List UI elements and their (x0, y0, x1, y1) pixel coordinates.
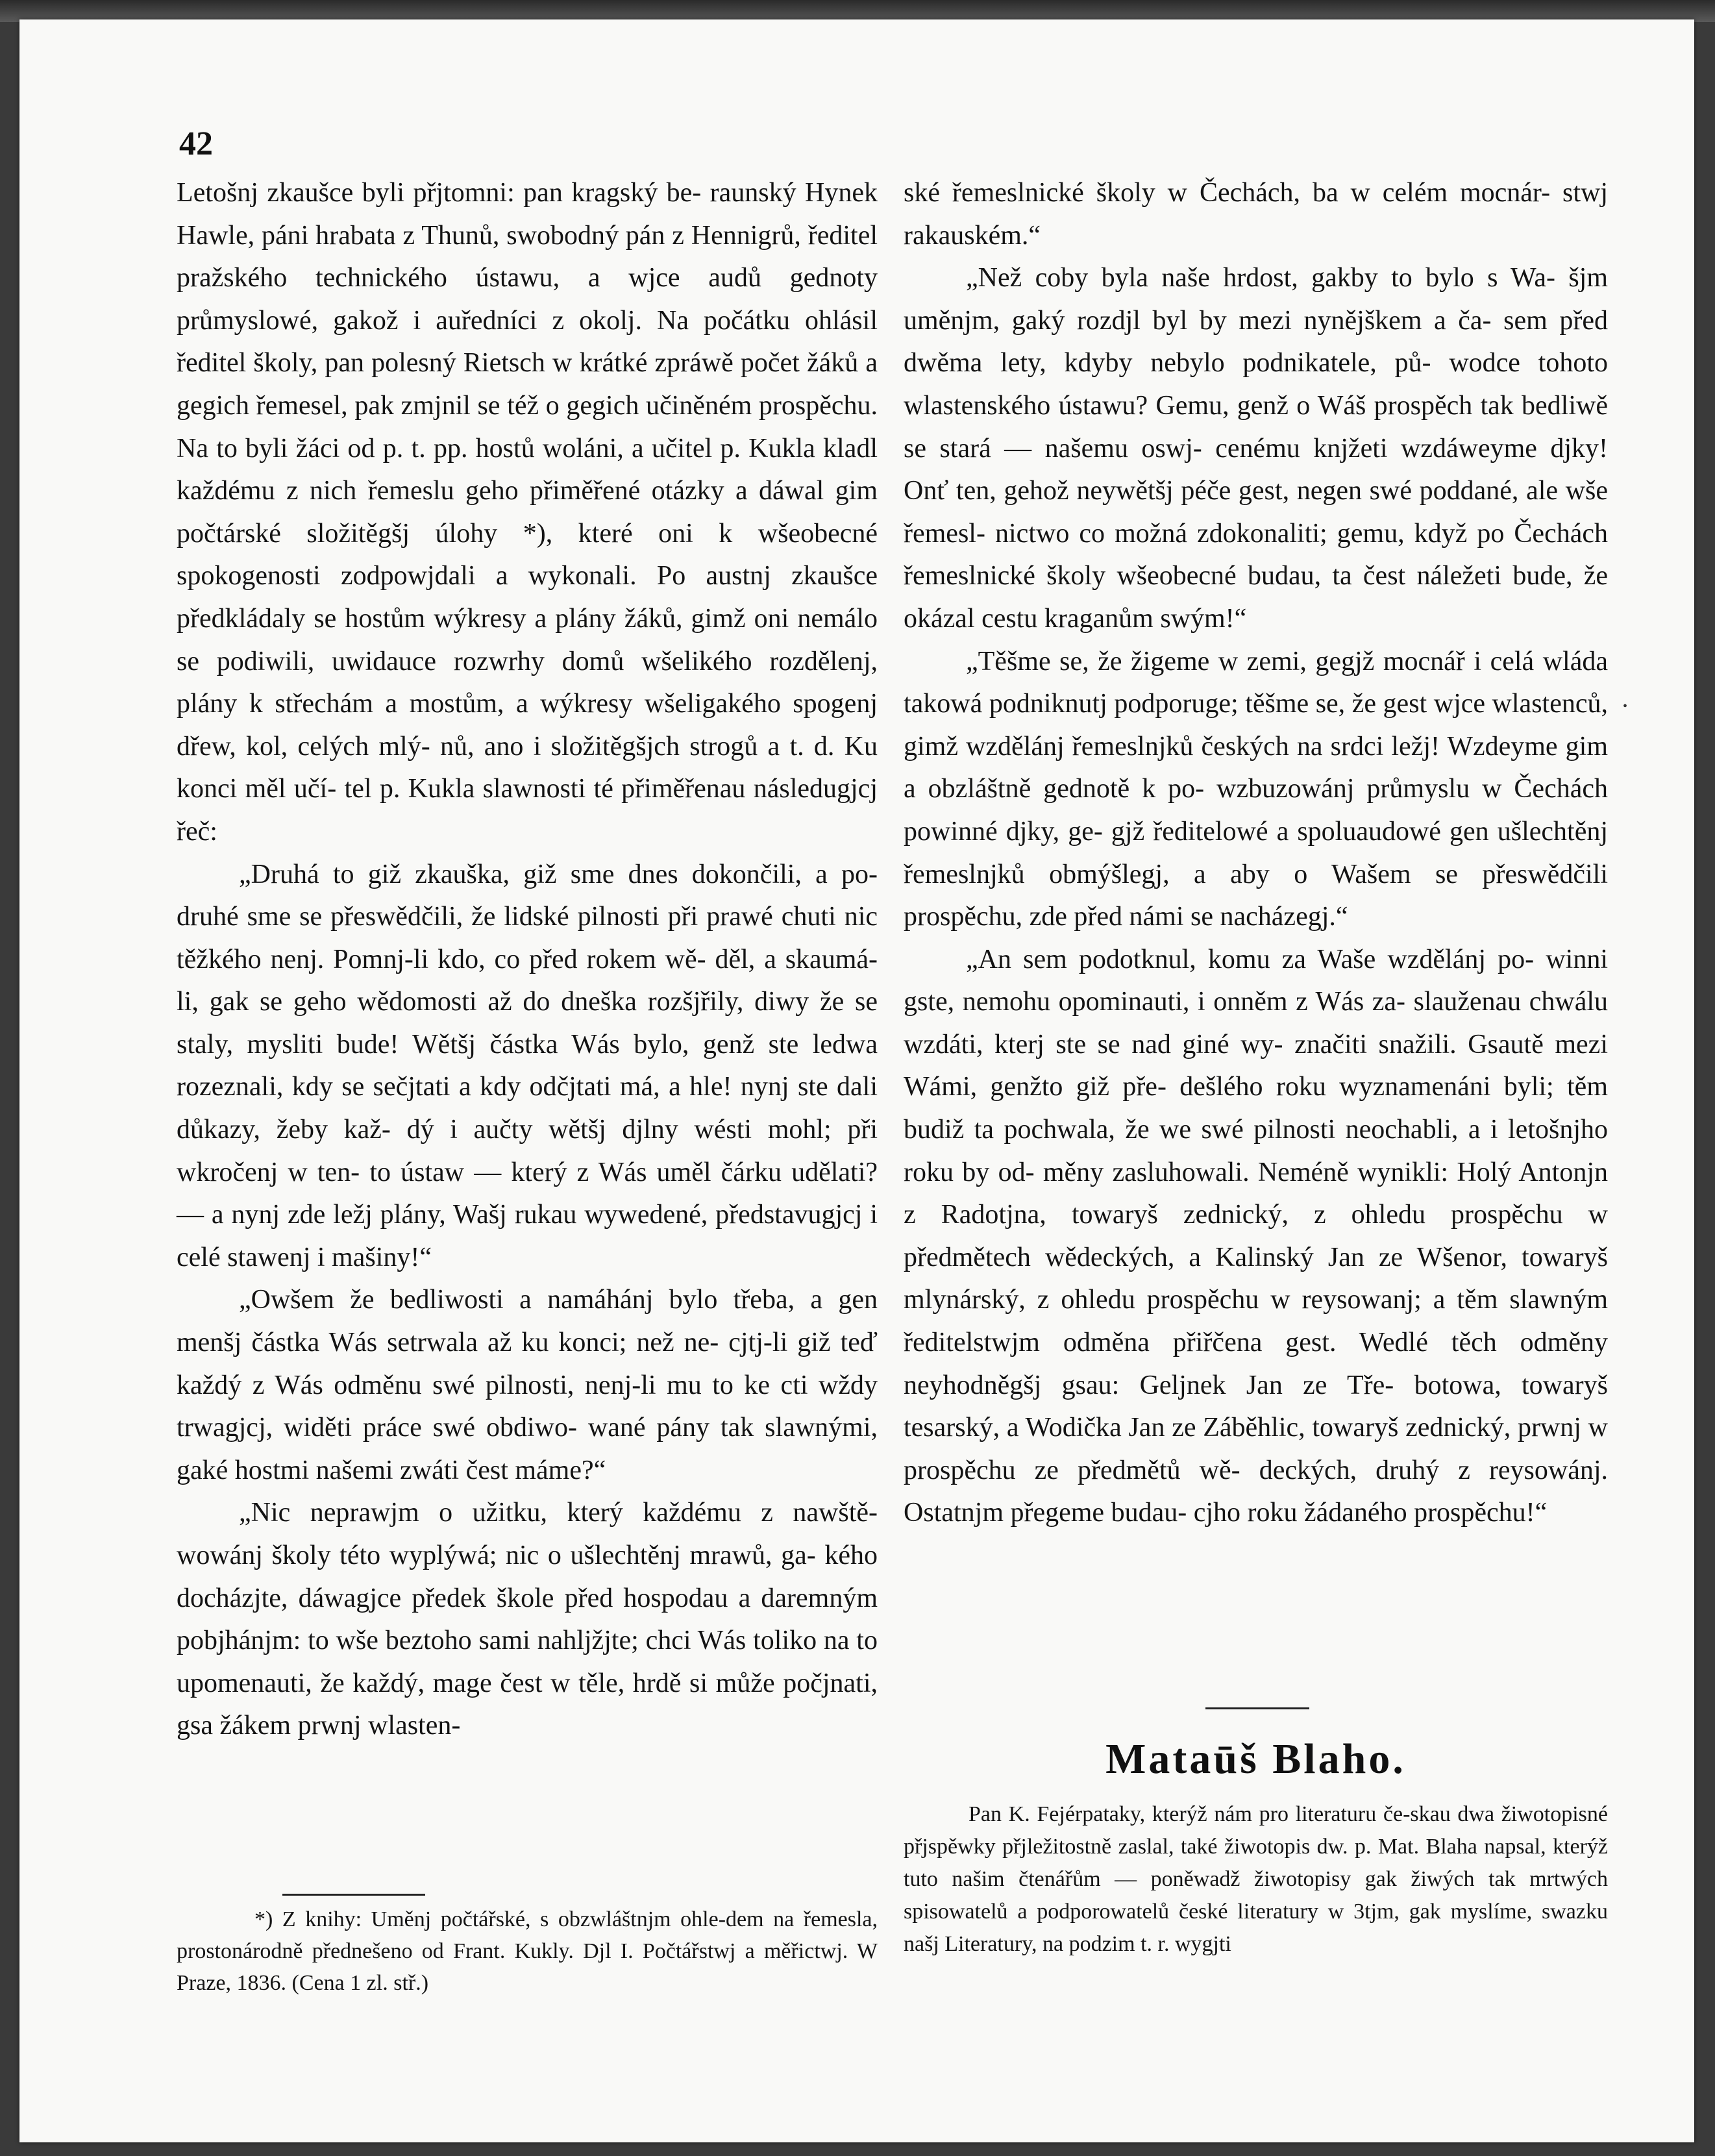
text-line: celá wláda takowá podniknutj podporuge; těšme se, že (904, 646, 1608, 719)
text-line: nů, ano i složitěgšjch strogů a t. d. Ku konci měl učí- (177, 731, 878, 804)
text-line: „Owšem že bedliwosti a namáhánj bylo třeba, a (239, 1285, 823, 1315)
text-line: a dáwal gim počtárské složitěgšj úlohy *), které oni (177, 476, 878, 549)
text-line: mu to ke cti wždy trwagjcj, widěti práce swé obdiwo- (177, 1370, 878, 1443)
section-paragraph: Pan K. Fejérpataky, kterýž nám pro literaturu če-skau dwa žiwotopisné přjspěwky přjležitostně zaslal, také žiwotopis dw. p. Mat. Blaha napsal, kterýž tuto našim čtenářům — poněwadž žiwotopisy gak žiwých tak mrtwých spisowatelů a podporowatelů české literatury w 3tjm, gak myslíme, swazku našj Literatury, na podzim t. r. wygjti (904, 1802, 1608, 1956)
text-line: cjtj-li giž teď každý z Wás odměnu swé pilnosti, nenj-li (177, 1328, 878, 1400)
text-line: bude, že okázal cestu kraganům swým!“ (904, 561, 1608, 634)
text-line: těm slawným ředitelstwjm odměna přiřčena gest. Wedlé (904, 1285, 1608, 1358)
scan-top-edge (0, 0, 1715, 22)
text-line: tel p. Kukla slawnosti té přiměřenau následugjcj řeč: (177, 774, 878, 847)
text-line: těch odměny neyhodněgšj gsau: Geljnek Jan ze Tře- (904, 1328, 1608, 1400)
section-body (904, 1798, 1608, 1961)
text-line: ské řemeslnické školy w Čechách, ba w celém mocnár- (904, 178, 1551, 208)
text-line: žáků, gimž oni nemálo se podiwili, uwidauce rozwrhy (177, 603, 878, 676)
text-line: pán z Hennigrů, ředitel pražského technického ústawu, (177, 220, 878, 293)
text-line: wowánj školy této wyplýwá; nic o ušlechtěnj mrawů, ga- (177, 1541, 816, 1570)
text-line: Rietsch w krátké zpráwě počet žáků a gegich řemesel, (177, 348, 878, 421)
text-line: stwj rakauském.“ (904, 178, 1609, 251)
text-line: že we swé pilnosti neochabli, a i letošnjho roku by od- (904, 1115, 1609, 1187)
text-line: z Radotjna, towaryš zednický, z ohledu prospěchu w (904, 1200, 1608, 1230)
text-line: zde před námi se nacházegj.“ (1029, 902, 1348, 932)
text-line: řemeslnické školy wšeobecné budau, ta čest náležeti (904, 561, 1502, 591)
text-line: wzbuzowánj průmyslu w Čechách powinné djky, ge- (904, 774, 1608, 847)
text-line: daremným pobjhánjm: to wše beztoho sami nahljžjte; chci (177, 1583, 878, 1656)
text-line: z okolj. Na počátku ohlásil ředitel školy, pan polesný (177, 305, 878, 378)
text-line: „An sem podotknul, komu za Waše wzdělánj po- (966, 944, 1535, 974)
text-line: deckých, druhý z reysowánj. Ostatnjm přegeme budau- (904, 1455, 1609, 1528)
text-line: sem před dwěma lety, kdyby nebylo podnikatele, pů- (904, 305, 1608, 378)
paragraph (904, 939, 1608, 1535)
text-line: pak zmjnil se též o gegich učiněném prospěchu. Na (177, 390, 878, 464)
text-line: zde ležj plány, Wašj rukau wywedené, představugjcj i (287, 1200, 878, 1230)
text-line: nic těžkého nenj. Pomnj-li kdo, co před rokem wě- (177, 902, 878, 974)
text-line: druhé sme se přeswědčili, že lidské pilnosti při prawé chuti (177, 902, 836, 932)
paragraph (177, 854, 878, 1280)
text-line: Wáš prospěch tak bedliwě se stará — našemu oswj- (904, 390, 1608, 464)
text-line: obmýšlegj, a aby o Wašem se přeswědčili prospěchu, (904, 859, 1608, 932)
section-title: Mataūš Blaho. (1105, 1735, 1406, 1783)
text-line: gjž ředitelowé a spoluaudowé gen ušlechtěnj řemeslnjků (904, 816, 1609, 889)
text-line: cenému knjžeti wzdáweyme djky! Onť ten, gehož (904, 433, 1609, 506)
text-line: těle, hrdě si může počjnati, gsa žákem prwnj wlasten- (177, 1668, 878, 1741)
text-line: dešlého roku wyznamenáni byli; těm budiž ta pochwala, (904, 1072, 1608, 1145)
text-line: na srdci ležj! Wzdeyme gim a obzláštně gednotě k po- (904, 731, 1609, 804)
paragraph (904, 172, 1608, 257)
text-line: austnj zkaušce předkládaly se hostům wýkresy a plány (177, 561, 878, 634)
stray-mark: • (1623, 699, 1628, 713)
paragraph (177, 1279, 878, 1492)
text-line: Wás toliko na to upomenauti, že každý, mage čest w (177, 1626, 878, 1698)
text-line: šjm uměnjm, gaký rozdjl byl by mezi nynějškem a ča- (904, 263, 1609, 336)
text-line: nictwo co možná zdokonaliti; gemu, když po Čechách (995, 518, 1608, 549)
text-line: předmětech wědeckých, a Kalinský Jan ze Wšenor, (904, 1242, 1507, 1272)
text-line: kdy odčjtati má, a hle! nynj ste dali důkazy, žeby kaž- (177, 1072, 878, 1145)
text-line: k wšeobecné spokogenosti zodpowjdali a wykonali. Po (177, 518, 878, 591)
paragraph (904, 257, 1608, 640)
text-line: gest wjce wlastenců, gimž wzdělánj řemeslnjků českých (904, 689, 1608, 762)
text-line: gen menšj částka Wás setrwala až ku konci; než ne- (177, 1285, 878, 1358)
page-number: 42 (179, 125, 213, 162)
text-line: botowa, towaryš tesarský, a Wodička Jan ze Záběhlic, (904, 1370, 1608, 1443)
text-line: celé stawenj i mašiny!“ (177, 1242, 432, 1272)
text-line: měny zasluhowali. Neméně wynikli: Holý Antonjn (1043, 1157, 1609, 1187)
paragraph (177, 172, 878, 854)
text-line: to ústaw — který z Wás uměl čárku udělati? — a nynj (177, 1157, 878, 1230)
text-line: a wýkresy wšeligakého spogenj dřew, kol, celých mlý- (177, 689, 878, 762)
text-line: čest máme?“ (465, 1455, 606, 1485)
footnote: *) Z knihy: Uměnj počtářské, s obzwláštnjm ohle-dem na řemesla, prostonárodně přednešeno od Frant. Kukly. Djl I. Počtářstwj a měřictwj. W Praze, 1836. (Cena 1 zl. stř.) (177, 1907, 878, 1995)
text-line: slauženau chwálu wzdáti, kterj ste se nad giné wy- (904, 987, 1609, 1059)
paragraph (177, 1492, 878, 1748)
text-line: Letošnj zkaušce byli přjtomni: pan kragský be- (177, 178, 702, 208)
text-line: dý i aučty wětšj djlny wésti mohl; při wkročenj w ten- (177, 1115, 878, 1187)
text-line: a wjce audů gednoty průmyslowé, gakož i auředníci (177, 263, 878, 336)
text-line: rozšjřily, diwy že se staly, mysliti bude! Wětšj částka (177, 987, 878, 1059)
text-line: Wás bylo, genž ste ledwa rozeznali, kdy se sečjtati a (177, 1029, 878, 1102)
text-line: towaryš mlynárský, z ohledu prospěchu w reysowanj; a (904, 1242, 1609, 1315)
section-separator (1205, 1707, 1309, 1709)
text-line: „Těšme se, že žigeme w zemi, gegjž mocnář i (966, 646, 1482, 676)
text-line: „Než coby byla naše hrdost, gakby to bylo s Wa- (966, 263, 1555, 293)
text-line: neywětšj péče gest, negen swé poddané, ale wše řemesl- (904, 476, 1609, 549)
text-line: wodce tohoto wlastenského ústawu? Gemu, genž o (904, 348, 1609, 421)
left-column (177, 172, 878, 1748)
footnote-separator (282, 1894, 425, 1896)
text-line: cjho roku žádaného prospěchu!“ (1193, 1498, 1548, 1528)
text-line: kého docházjte, dáwagjce předek škole před hospodau a (177, 1541, 878, 1613)
text-line: děl, a skaumá-li, gak se geho wědomosti až do dneška (177, 944, 878, 1017)
text-line: towaryš zednický, prwnj w prospěchu ze předmětů wě- (904, 1413, 1608, 1485)
text-line: winni gste, nemohu opominauti, i onněm z Wás za- (904, 944, 1608, 1017)
text-line: raunský Hynek Hawle, páni hrabata z Thunů, swobodný (177, 178, 878, 251)
paragraph (904, 641, 1608, 939)
text-line: „Druhá to giž zkauška, giž sme dnes dokončili, a po- (239, 859, 878, 889)
right-column (904, 172, 1608, 1535)
text-line: wané pány tak slawnými, gaké hostmi našemi zwáti (177, 1413, 878, 1485)
text-line: to byli žáci od p. t. pp. hostů woláni, a učitel p. Kukla (216, 433, 815, 464)
text-line: kladl každému z nich řemeslu geho přiměřené otázky (177, 433, 878, 506)
text-line: značiti snažili. Gsautě mezi Wámi, genžto giž pře- (904, 1029, 1608, 1102)
text-line: „Nic neprawjm o užitku, který každému z nawště- (239, 1498, 878, 1528)
text-line: domů wšelikého rozdělenj, plány k střechám a mostům, (177, 646, 878, 719)
